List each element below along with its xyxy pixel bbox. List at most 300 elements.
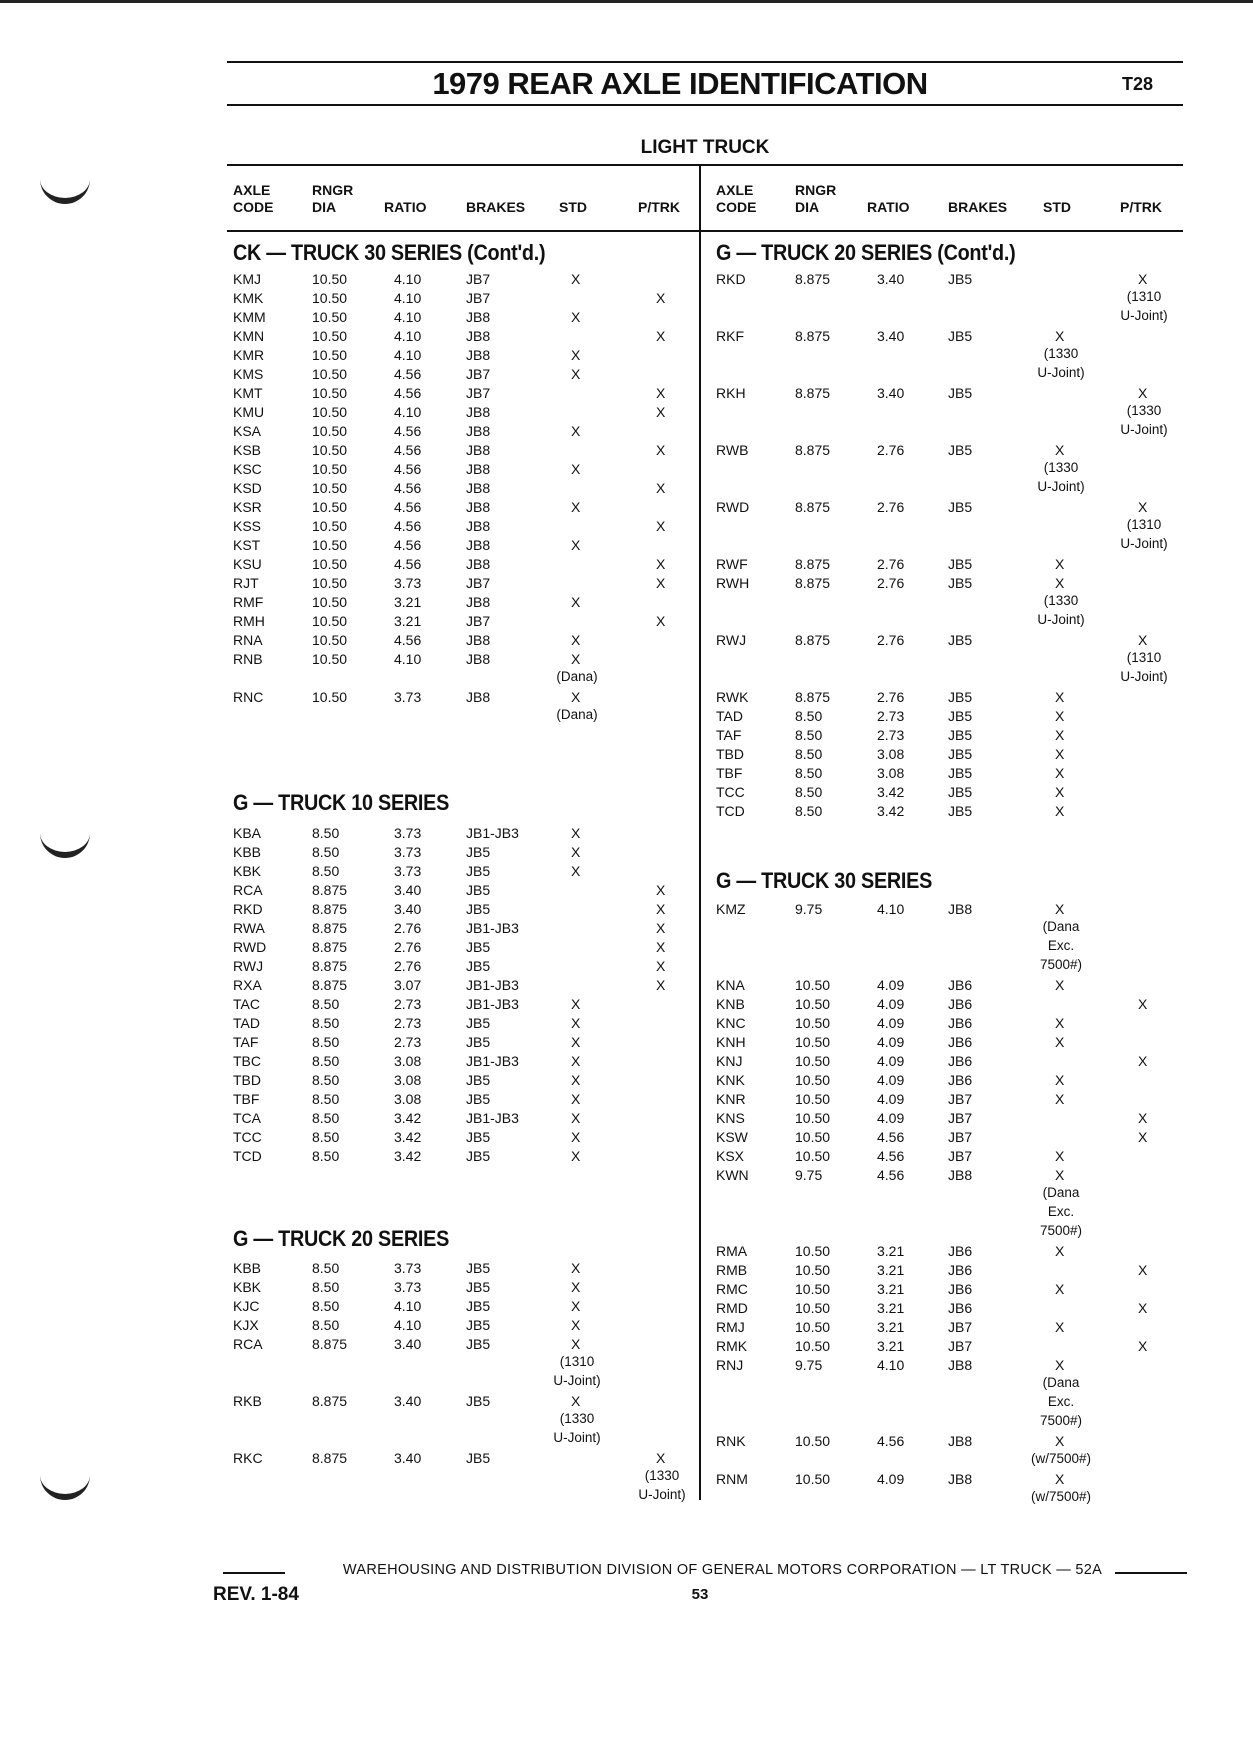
axle-code-cell: RKD xyxy=(233,901,263,917)
brakes-cell: JB7 xyxy=(466,575,491,591)
std-mark: X xyxy=(1055,1357,1065,1373)
brakes-cell: JB6 xyxy=(948,1262,973,1278)
ratio-cell: 3.40 xyxy=(877,385,905,401)
std-note: U-Joint) xyxy=(1037,479,1085,494)
brakes-cell: JB7 xyxy=(466,271,491,287)
rngr-dia-cell: 8.50 xyxy=(795,803,823,819)
axle-code-cell: RWK xyxy=(716,689,749,705)
ratio-cell: 4.10 xyxy=(394,271,422,287)
brakes-cell: JB8 xyxy=(466,423,491,439)
std-mark: X xyxy=(1055,765,1065,781)
std-note: 7500#) xyxy=(1039,1223,1083,1238)
ptrk-mark: X xyxy=(656,480,666,496)
axle-code-cell: TAD xyxy=(233,1015,260,1031)
brakes-cell: JB8 xyxy=(466,499,491,515)
rngr-dia-cell: 10.50 xyxy=(795,1053,831,1069)
brakes-cell: JB5 xyxy=(948,328,973,344)
ratio-cell: 4.56 xyxy=(394,499,422,515)
brakes-cell: JB8 xyxy=(466,309,491,325)
table-row xyxy=(0,783,1253,802)
rngr-dia-cell: 8.50 xyxy=(312,1053,340,1069)
brakes-cell: JB7 xyxy=(466,385,491,401)
rngr-dia-cell: 10.50 xyxy=(312,651,348,667)
page-number: 53 xyxy=(691,1586,709,1603)
left-header-brakes: BRAKES xyxy=(466,199,526,215)
left-header-std: STD xyxy=(559,199,587,215)
rngr-dia-cell: 10.50 xyxy=(795,1338,831,1354)
left-header-ratio: RATIO xyxy=(384,199,427,215)
axle-code-cell: RWH xyxy=(716,575,750,591)
std-mark: X xyxy=(571,1091,581,1107)
rngr-dia-cell: 8.50 xyxy=(312,1317,340,1333)
axle-code-cell: RNC xyxy=(233,689,264,705)
std-mark: X xyxy=(571,1148,581,1164)
brakes-cell: JB8 xyxy=(948,1357,973,1373)
table-row xyxy=(0,745,1253,764)
axle-code-cell: RXA xyxy=(233,977,262,993)
brakes-cell: JB7 xyxy=(466,290,491,306)
left-section-title: G — TRUCK 20 SERIES xyxy=(233,1226,450,1251)
right-header-ratio: RATIO xyxy=(867,199,910,215)
std-mark: X xyxy=(1055,1091,1065,1107)
ratio-cell: 4.10 xyxy=(394,1298,422,1314)
table-row xyxy=(0,1242,1253,1261)
std-mark: X xyxy=(1055,727,1065,743)
ptrk-note: U-Joint) xyxy=(1120,536,1168,551)
std-mark: X xyxy=(571,347,581,363)
std-note: 7500#) xyxy=(1039,1413,1083,1428)
brakes-cell: JB5 xyxy=(948,385,973,401)
std-mark: X xyxy=(1055,1148,1065,1164)
brakes-cell: JB5 xyxy=(466,1148,491,1164)
ptrk-note: U-Joint) xyxy=(1120,308,1168,323)
table-row xyxy=(0,1033,1253,1052)
ptrk-mark: X xyxy=(656,404,666,420)
ratio-cell: 4.09 xyxy=(877,1053,905,1069)
right-header-brakes: BRAKES xyxy=(948,199,1008,215)
brakes-cell: JB5 xyxy=(948,803,973,819)
brakes-cell: JB5 xyxy=(466,1393,491,1409)
axle-code-cell: RCA xyxy=(233,1336,263,1352)
rngr-dia-cell: 8.875 xyxy=(795,271,831,287)
axle-code-cell: KBB xyxy=(233,1260,262,1276)
std-mark: X xyxy=(571,423,581,439)
rngr-dia-cell: 10.50 xyxy=(795,1319,831,1335)
ratio-cell: 3.40 xyxy=(394,901,422,917)
ratio-cell: 4.56 xyxy=(394,461,422,477)
rngr-dia-cell: 10.50 xyxy=(795,1243,831,1259)
rngr-dia-cell: 8.50 xyxy=(312,1260,340,1276)
std-mark: X xyxy=(1055,1433,1065,1449)
brakes-cell: JB8 xyxy=(948,1433,973,1449)
std-mark: X xyxy=(1055,1167,1065,1183)
rngr-dia-cell: 10.50 xyxy=(795,1072,831,1088)
header-text: DIA xyxy=(312,199,337,215)
ratio-cell: 4.10 xyxy=(394,347,422,363)
rngr-dia-cell: 10.50 xyxy=(312,499,348,515)
std-mark: X xyxy=(1055,977,1065,993)
ratio-cell: 3.08 xyxy=(877,746,905,762)
ratio-cell: 4.09 xyxy=(877,1072,905,1088)
brakes-cell: JB8 xyxy=(948,1471,973,1487)
ratio-cell: 4.10 xyxy=(394,1317,422,1333)
rngr-dia-cell: 10.50 xyxy=(312,442,348,458)
std-mark: X xyxy=(1055,784,1065,800)
brakes-cell: JB5 xyxy=(948,708,973,724)
ptrk-mark: X xyxy=(656,920,666,936)
right-header-axle-code xyxy=(716,182,756,216)
ratio-cell: 4.10 xyxy=(394,404,422,420)
brakes-cell: JB8 xyxy=(466,556,491,572)
std-mark: X xyxy=(571,366,581,382)
brakes-cell: JB5 xyxy=(466,1279,491,1295)
std-mark: X xyxy=(1055,1319,1065,1335)
ratio-cell: 2.76 xyxy=(877,556,905,572)
ratio-cell: 3.08 xyxy=(877,765,905,781)
right-header-std: STD xyxy=(1043,199,1071,215)
rngr-dia-cell: 8.875 xyxy=(312,939,348,955)
axle-code-cell: KNS xyxy=(716,1110,745,1126)
header-text: DIA xyxy=(795,199,820,215)
axle-code-cell: RMF xyxy=(233,594,264,610)
ratio-cell: 3.40 xyxy=(394,1393,422,1409)
rngr-dia-cell: 10.50 xyxy=(312,518,348,534)
ratio-cell: 4.10 xyxy=(394,290,422,306)
axle-code-cell: RWF xyxy=(716,556,748,572)
footer-rule-right xyxy=(1115,1572,1187,1574)
ptrk-mark: X xyxy=(656,1450,666,1466)
table-row xyxy=(0,1261,1253,1280)
axle-code-cell: KMS xyxy=(233,366,264,382)
rngr-dia-cell: 8.50 xyxy=(312,1034,340,1050)
rngr-dia-cell: 10.50 xyxy=(795,1471,831,1487)
ratio-cell: 3.40 xyxy=(877,271,905,287)
brakes-cell: JB5 xyxy=(948,271,973,287)
brakes-cell: JB6 xyxy=(948,1300,973,1316)
ratio-cell: 4.56 xyxy=(394,632,422,648)
std-note: Exc. xyxy=(1047,1394,1075,1409)
rngr-dia-cell: 10.50 xyxy=(312,328,348,344)
axle-code-cell: TAF xyxy=(233,1034,259,1050)
ratio-cell: 3.42 xyxy=(877,803,905,819)
ratio-cell: 3.21 xyxy=(877,1243,905,1259)
rngr-dia-cell: 10.50 xyxy=(312,309,348,325)
axle-code-cell: RNK xyxy=(716,1433,746,1449)
axle-code-cell: KMN xyxy=(233,328,265,344)
brakes-cell: JB7 xyxy=(466,366,491,382)
ratio-cell: 2.73 xyxy=(394,1015,422,1031)
table-row xyxy=(0,289,1253,308)
axle-code-cell: RNB xyxy=(233,651,263,667)
rngr-dia-cell: 10.50 xyxy=(312,537,348,553)
std-mark: X xyxy=(571,689,581,705)
ratio-cell: 3.21 xyxy=(877,1300,905,1316)
axle-code-cell: KSD xyxy=(233,480,262,496)
ptrk-mark: X xyxy=(656,939,666,955)
ratio-cell: 4.56 xyxy=(877,1167,905,1183)
ratio-cell: 4.56 xyxy=(394,442,422,458)
std-note: (1310 xyxy=(559,1354,595,1369)
ptrk-mark: X xyxy=(1138,996,1148,1012)
table-row xyxy=(0,422,1253,441)
header-text: AXLE xyxy=(716,182,754,198)
footer-division-text: WAREHOUSING AND DISTRIBUTION DIVISION OF GENERAL MOTORS CORPORATION — LT TRUCK — 52A xyxy=(342,1562,1103,1578)
ptrk-mark: X xyxy=(656,556,666,572)
axle-code-cell: RCA xyxy=(233,882,263,898)
brakes-cell: JB1-JB3 xyxy=(466,825,519,841)
ratio-cell: 4.56 xyxy=(394,556,422,572)
axle-code-cell: KMJ xyxy=(233,271,261,287)
axle-code-cell: KNB xyxy=(716,996,745,1012)
ratio-cell: 3.42 xyxy=(394,1110,422,1126)
brakes-cell: JB8 xyxy=(466,594,491,610)
std-mark: X xyxy=(1055,328,1065,344)
brakes-cell: JB5 xyxy=(466,844,491,860)
table-row xyxy=(0,802,1253,821)
rngr-dia-cell: 10.50 xyxy=(795,1300,831,1316)
std-mark: X xyxy=(571,537,581,553)
brakes-cell: JB8 xyxy=(466,651,491,667)
ptrk-note: (1330 xyxy=(644,1468,680,1483)
rngr-dia-cell: 10.50 xyxy=(795,977,831,993)
axle-code-cell: KSA xyxy=(233,423,262,439)
axle-code-cell: TCC xyxy=(233,1129,262,1145)
table-row xyxy=(0,498,1253,517)
rngr-dia-cell: 10.50 xyxy=(312,689,348,705)
page-top-border xyxy=(0,0,1253,3)
rngr-dia-cell: 8.50 xyxy=(312,863,340,879)
ptrk-mark: X xyxy=(656,882,666,898)
rngr-dia-cell: 8.875 xyxy=(312,977,348,993)
axle-code-cell: RJT xyxy=(233,575,259,591)
ptrk-mark: X xyxy=(656,385,666,401)
ratio-cell: 4.56 xyxy=(877,1129,905,1145)
rngr-dia-cell: 10.50 xyxy=(312,366,348,382)
std-mark: X xyxy=(571,499,581,515)
brakes-cell: JB8 xyxy=(466,347,491,363)
std-note: (1330 xyxy=(1043,593,1079,608)
brakes-cell: JB8 xyxy=(466,328,491,344)
ratio-cell: 2.73 xyxy=(877,727,905,743)
header-text: AXLE xyxy=(233,182,271,198)
std-mark: X xyxy=(1055,708,1065,724)
ratio-cell: 3.21 xyxy=(877,1319,905,1335)
axle-code-cell: TBC xyxy=(233,1053,261,1069)
axle-code-cell: RWA xyxy=(233,920,265,936)
ptrk-note: (1330 xyxy=(1126,403,1162,418)
std-mark: X xyxy=(571,1072,581,1088)
table-row xyxy=(0,726,1253,745)
header-text: CODE xyxy=(233,199,274,215)
axle-code-cell: KJX xyxy=(233,1317,259,1333)
ratio-cell: 4.56 xyxy=(394,385,422,401)
ptrk-mark: X xyxy=(1138,1129,1148,1145)
header-bottom-rule xyxy=(227,230,1183,232)
table-row xyxy=(0,308,1253,327)
brakes-cell: JB5 xyxy=(948,765,973,781)
rngr-dia-cell: 8.875 xyxy=(795,632,831,648)
axle-code-cell: RMA xyxy=(716,1243,748,1259)
axle-code-cell: RMK xyxy=(716,1338,748,1354)
ratio-cell: 2.76 xyxy=(877,575,905,591)
rngr-dia-cell: 8.50 xyxy=(312,1110,340,1126)
ptrk-note: U-Joint) xyxy=(1120,422,1168,437)
axle-code-cell: KSX xyxy=(716,1148,745,1164)
axle-code-cell: KNH xyxy=(716,1034,746,1050)
rngr-dia-cell: 8.875 xyxy=(312,1393,348,1409)
ratio-cell: 4.10 xyxy=(877,1357,905,1373)
ratio-cell: 3.40 xyxy=(394,882,422,898)
brakes-cell: JB5 xyxy=(466,958,491,974)
axle-code-cell: KNA xyxy=(716,977,745,993)
ratio-cell: 4.56 xyxy=(877,1433,905,1449)
std-mark: X xyxy=(571,461,581,477)
brakes-cell: JB7 xyxy=(948,1338,973,1354)
ptrk-mark: X xyxy=(1138,1338,1148,1354)
right-header-rngr-dia xyxy=(795,182,836,216)
brakes-cell: JB5 xyxy=(466,1034,491,1050)
left-header-rngr-dia xyxy=(312,182,353,216)
std-note: Exc. xyxy=(1047,938,1075,953)
axle-code-cell: KMM xyxy=(233,309,266,325)
header-text: RNGR xyxy=(312,182,354,198)
axle-code-cell: RWD xyxy=(233,939,267,955)
ptrk-note: U-Joint) xyxy=(638,1487,686,1502)
axle-code-cell: TCC xyxy=(716,784,745,800)
ratio-cell: 2.76 xyxy=(877,499,905,515)
axle-code-cell: KBA xyxy=(233,825,262,841)
ratio-cell: 3.21 xyxy=(394,594,422,610)
rngr-dia-cell: 8.875 xyxy=(795,556,831,572)
std-mark: X xyxy=(571,1279,581,1295)
brakes-cell: JB6 xyxy=(948,1243,973,1259)
axle-code-cell: RNM xyxy=(716,1471,748,1487)
right-section-title: G — TRUCK 20 SERIES (Cont'd.) xyxy=(716,240,1016,265)
axle-code-cell: KWN xyxy=(716,1167,749,1183)
ratio-cell: 3.40 xyxy=(394,1450,422,1466)
std-mark: X xyxy=(571,594,581,610)
std-note: 7500#) xyxy=(1039,957,1083,972)
rngr-dia-cell: 9.75 xyxy=(795,901,823,917)
ptrk-mark: X xyxy=(1138,271,1148,287)
brakes-cell: JB1-JB3 xyxy=(466,920,519,936)
ptrk-mark: X xyxy=(656,958,666,974)
brakes-cell: JB7 xyxy=(948,1319,973,1335)
brakes-cell: JB5 xyxy=(466,1129,491,1145)
std-mark: X xyxy=(571,651,581,667)
table-row xyxy=(0,270,1253,289)
ratio-cell: 3.42 xyxy=(877,784,905,800)
ratio-cell: 2.76 xyxy=(877,632,905,648)
brakes-cell: JB8 xyxy=(466,442,491,458)
axle-code-cell: KJC xyxy=(233,1298,260,1314)
rngr-dia-cell: 10.50 xyxy=(312,385,348,401)
axle-code-cell: KST xyxy=(233,537,261,553)
table-row xyxy=(0,824,1253,843)
ratio-cell: 2.76 xyxy=(394,958,422,974)
ratio-cell: 2.76 xyxy=(877,442,905,458)
ratio-cell: 3.73 xyxy=(394,575,422,591)
ratio-cell: 4.09 xyxy=(877,977,905,993)
right-header-ptrk: P/TRK xyxy=(1120,199,1162,215)
std-mark: X xyxy=(1055,689,1065,705)
std-note: (Dana xyxy=(1042,919,1080,934)
std-note: U-Joint) xyxy=(553,1430,601,1445)
std-mark: X xyxy=(571,1015,581,1031)
ptrk-mark: X xyxy=(656,977,666,993)
std-mark: X xyxy=(571,309,581,325)
table-row xyxy=(0,1128,1253,1147)
axle-code-cell: RMH xyxy=(233,613,265,629)
axle-code-cell: KSB xyxy=(233,442,262,458)
rngr-dia-cell: 8.875 xyxy=(795,328,831,344)
rngr-dia-cell: 8.50 xyxy=(795,765,823,781)
axle-code-cell: RMJ xyxy=(716,1319,745,1335)
rngr-dia-cell: 9.75 xyxy=(795,1357,823,1373)
std-mark: X xyxy=(571,863,581,879)
table-row xyxy=(0,1147,1253,1166)
rngr-dia-cell: 10.50 xyxy=(312,594,348,610)
brakes-cell: JB8 xyxy=(466,461,491,477)
rngr-dia-cell: 8.50 xyxy=(312,996,340,1012)
axle-code-cell: TCD xyxy=(716,803,745,819)
axle-code-cell: RNA xyxy=(233,632,263,648)
table-row xyxy=(0,536,1253,555)
rngr-dia-cell: 8.875 xyxy=(312,882,348,898)
axle-code-cell: KNR xyxy=(716,1091,746,1107)
std-mark: X xyxy=(571,1110,581,1126)
axle-code-cell: RWJ xyxy=(716,632,747,648)
rngr-dia-cell: 8.50 xyxy=(312,1129,340,1145)
brakes-cell: JB5 xyxy=(466,1072,491,1088)
brakes-cell: JB5 xyxy=(466,1260,491,1276)
brakes-cell: JB5 xyxy=(948,556,973,572)
table-row xyxy=(0,688,1253,707)
ratio-cell: 3.21 xyxy=(394,613,422,629)
revision-label: REV. 1-84 xyxy=(213,1584,299,1605)
axle-code-cell: TCD xyxy=(233,1148,262,1164)
std-mark: X xyxy=(571,1298,581,1314)
rngr-dia-cell: 10.50 xyxy=(795,1091,831,1107)
ptrk-mark: X xyxy=(656,442,666,458)
std-mark: X xyxy=(1055,1015,1065,1031)
ratio-cell: 3.73 xyxy=(394,844,422,860)
rngr-dia-cell: 10.50 xyxy=(312,404,348,420)
rngr-dia-cell: 8.50 xyxy=(312,1091,340,1107)
std-mark: X xyxy=(571,844,581,860)
table-row xyxy=(0,1090,1253,1109)
axle-code-cell: KMR xyxy=(233,347,265,363)
page-title: 1979 REAR AXLE IDENTIFICATION xyxy=(432,66,928,101)
rngr-dia-cell: 8.50 xyxy=(312,1072,340,1088)
std-mark: X xyxy=(571,1053,581,1069)
std-mark: X xyxy=(1055,1471,1065,1487)
rngr-dia-cell: 10.50 xyxy=(795,1281,831,1297)
rngr-dia-cell: 10.50 xyxy=(795,1034,831,1050)
rngr-dia-cell: 8.50 xyxy=(312,1148,340,1164)
ptrk-mark: X xyxy=(1138,1110,1148,1126)
rngr-dia-cell: 10.50 xyxy=(312,480,348,496)
rngr-dia-cell: 10.50 xyxy=(795,1433,831,1449)
axle-code-cell: TCA xyxy=(233,1110,261,1126)
ratio-cell: 3.42 xyxy=(394,1148,422,1164)
brakes-cell: JB5 xyxy=(466,1317,491,1333)
rngr-dia-cell: 10.50 xyxy=(795,1129,831,1145)
table-row xyxy=(0,650,1253,669)
ratio-cell: 3.73 xyxy=(394,825,422,841)
brakes-cell: JB7 xyxy=(948,1129,973,1145)
table-row xyxy=(0,1337,1253,1356)
